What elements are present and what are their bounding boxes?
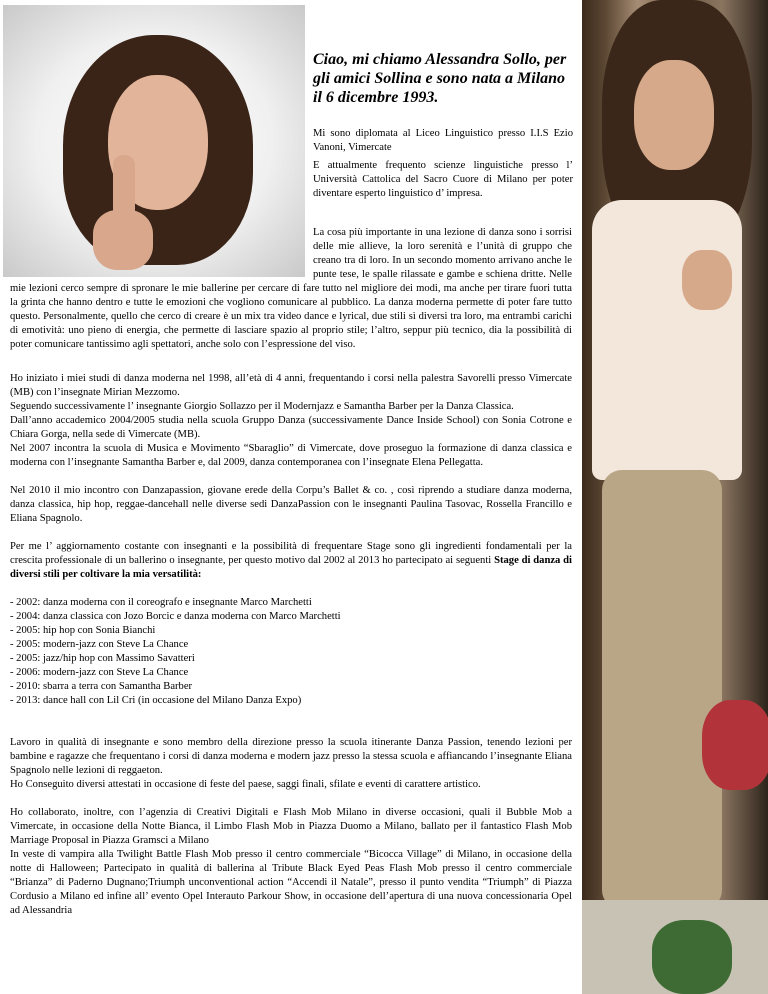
background-figure xyxy=(702,700,768,790)
work-paragraph: Lavoro in qualità di insegnante e sono membro della direzione presso la scuola itinerante Danza Passion, tenendo lezioni per bambine e ragazze che frequentano i corsi di danza moderna e modern jazz presso la stessa scuola e affiancando l’insegnante Eliana Spagnolo nelle lezioni di reggaeton. xyxy=(10,737,572,776)
stages-intro-bold: Stage di danza di diversi stili per coltivare la mia versatilità: xyxy=(10,555,572,580)
history-line-3: Dall’anno accademico 2004/2005 studia nella scuola Gruppo Danza (successivamente Dance Inside School) con Sonia Cotrone e Chiara Gorga, nella sede di Vimercate (MB). xyxy=(10,415,572,440)
danzapassion-paragraph: Nel 2010 il mio incontro con Danzapassion, giovane erede della Corpu’s Ballet & co. , così riprendo a studiare danza moderna, danza classica, hip hop, reggae-dancehall nelle diverse sedi DanzaPassion con le insegnanti Paulina Tasovac, Rossella Francillo e Eliana Spagnolo. xyxy=(10,485,572,524)
stage-item: - 2005: modern-jazz con Steve La Chance xyxy=(10,639,189,650)
stages-intro-paragraph xyxy=(10,540,572,582)
flower-bouquet xyxy=(652,920,732,994)
stage-item: - 2005: hip hop con Sonia Bianchi xyxy=(10,625,156,636)
dancer-pants xyxy=(602,470,722,910)
intro-heading: Ciao, mi chiamo Alessandra Sollo, per gli amici Sollina e sono nata a Milano il 6 dicembre 1993. xyxy=(313,51,567,106)
stage-item: - 2005: jazz/hip hop con Massimo Savatteri xyxy=(10,653,195,664)
dancer-photo xyxy=(582,0,768,994)
studies-paragraph: E attualmente frequento scienze linguistiche presso l’ Università Cattolica del Sacro Cuore di Milano per poter diventare esperto linguistico d’ impresa. xyxy=(313,160,573,199)
history-line-2: Seguendo successivamente l’ insegnante Giorgio Sollazzo per il Modernjazz e Samantha Barber per la Danza Classica. xyxy=(10,401,514,412)
lesson-section xyxy=(10,226,572,352)
stages-list xyxy=(10,596,572,708)
lesson-paragraph: La cosa più importante in una lezione di danza sono i sorrisi delle mie allieve, la loro serenità e l’unità di gruppo che creano tra di loro. In un secondo momento arrivano anche le punte tese, le spalle rilassate e gambe e schiena dritte. Nelle mie lezioni cerco sempre di spronare le mie ballerine per cercare di fare tutto nel migliore dei modi, ma anche per tirare fuori tutta la grinta che hanno dentro e tutte le emozioni che vogliono comunicare al pubblico. La danza moderna permette di poter fare tutto questo. Personalmente, quello che cerco di creare è un mix tra video dance e lyrical, due stili sì diversi tra loro, ma entrambi carichi di emotività: uno pieno di energia, che permette di lasciare spazio al proprio stile; l’altro, seppur più tecnico, dia la possibilità di poter comunicare tantissimo agli spettatori, anche solo con l’espressione del viso. xyxy=(10,227,572,350)
stage-item: - 2010: sbarra a terra con Samantha Barber xyxy=(10,681,193,692)
stage-item: - 2006: modern-jazz con Steve La Chance xyxy=(10,667,189,678)
history-line-1: Ho iniziato i miei studi di danza moderna nel 1998, all’età di 4 anni, frequentando i corsi nella palestra Savorelli presso Vimercate (MB) con l’insegnate Mirian Mezzomo. xyxy=(10,373,572,398)
stages-intro-text: Per me l’ aggiornamento costante con insegnanti e la possibilità di frequentare Stage sono gli ingredienti fondamentali per la crescita professionale di un ballerino o insegnante, per questo motivo dal 2002 al 2013 ho partecipato ai seguenti xyxy=(10,541,572,566)
flashmob-paragraph-2: In veste di vampira alla Twilight Battle Flash Mob presso il centro commerciale “Bicocca Village” di Milano, in occasione della notte di Halloween; Partecipato in qualità di ballerina al Tribute Black Eyed Peas Flash Mob presso il centro commerciale “Brianza” di Paderno Dugnano;Triumph unconventional action “Accendi il Natale”, presso il punto vendita “Triumph” di Piazza Cordusio a Milano ed infine all’ evento Opel Interauto Parkour Show, in occasione dell’apertura di una nuova concessionaria Opel ad Alessandria xyxy=(10,849,572,916)
certificates-paragraph: Ho Conseguito diversi attestati in occasione di feste del paese, saggi finali, sfilate e eventi di carattere artistico. xyxy=(10,779,481,790)
biography-body xyxy=(10,372,572,932)
dancer-face xyxy=(634,60,714,170)
flashmob-paragraph-1: Ho collaborato, inoltre, con l’agenzia di Creativi Digitali e Flash Mob Milano in diverse occasioni, quali il Bubble Mob a Vimercate, in occasione della Notte Bianca, il Limbo Flash Mob in Piazza Duomo a Milano, ballato per il fantastico Flash Mob Marriage Proposal in Piazza Gramsci a Milano xyxy=(10,807,572,846)
dancer-hands xyxy=(682,250,732,310)
history-line-4: Nel 2007 incontra la scuola di Musica e Movimento “Sbaraglio” di Vimercate, dove proseguo la formazione di danza classica e moderna con l’insegnante Samantha Barber e, dal 2009, danza contemporanea con l’insegnate Elena Pellegatta. xyxy=(10,443,572,468)
diploma-paragraph: Mi sono diplomata al Liceo Linguistico presso I.I.S Ezio Vanoni, Vimercate xyxy=(313,128,573,153)
stage-item: - 2004: danza classica con Jozo Borcic e danza moderna con Marco Marchetti xyxy=(10,611,341,622)
stage-item: - 2013: dance hall con Lil Cri (in occasione del Milano Danza Expo) xyxy=(10,695,302,706)
stage-item: - 2002: danza moderna con il coreografo e insegnante Marco Marchetti xyxy=(10,597,312,608)
dancer-top xyxy=(592,200,742,480)
